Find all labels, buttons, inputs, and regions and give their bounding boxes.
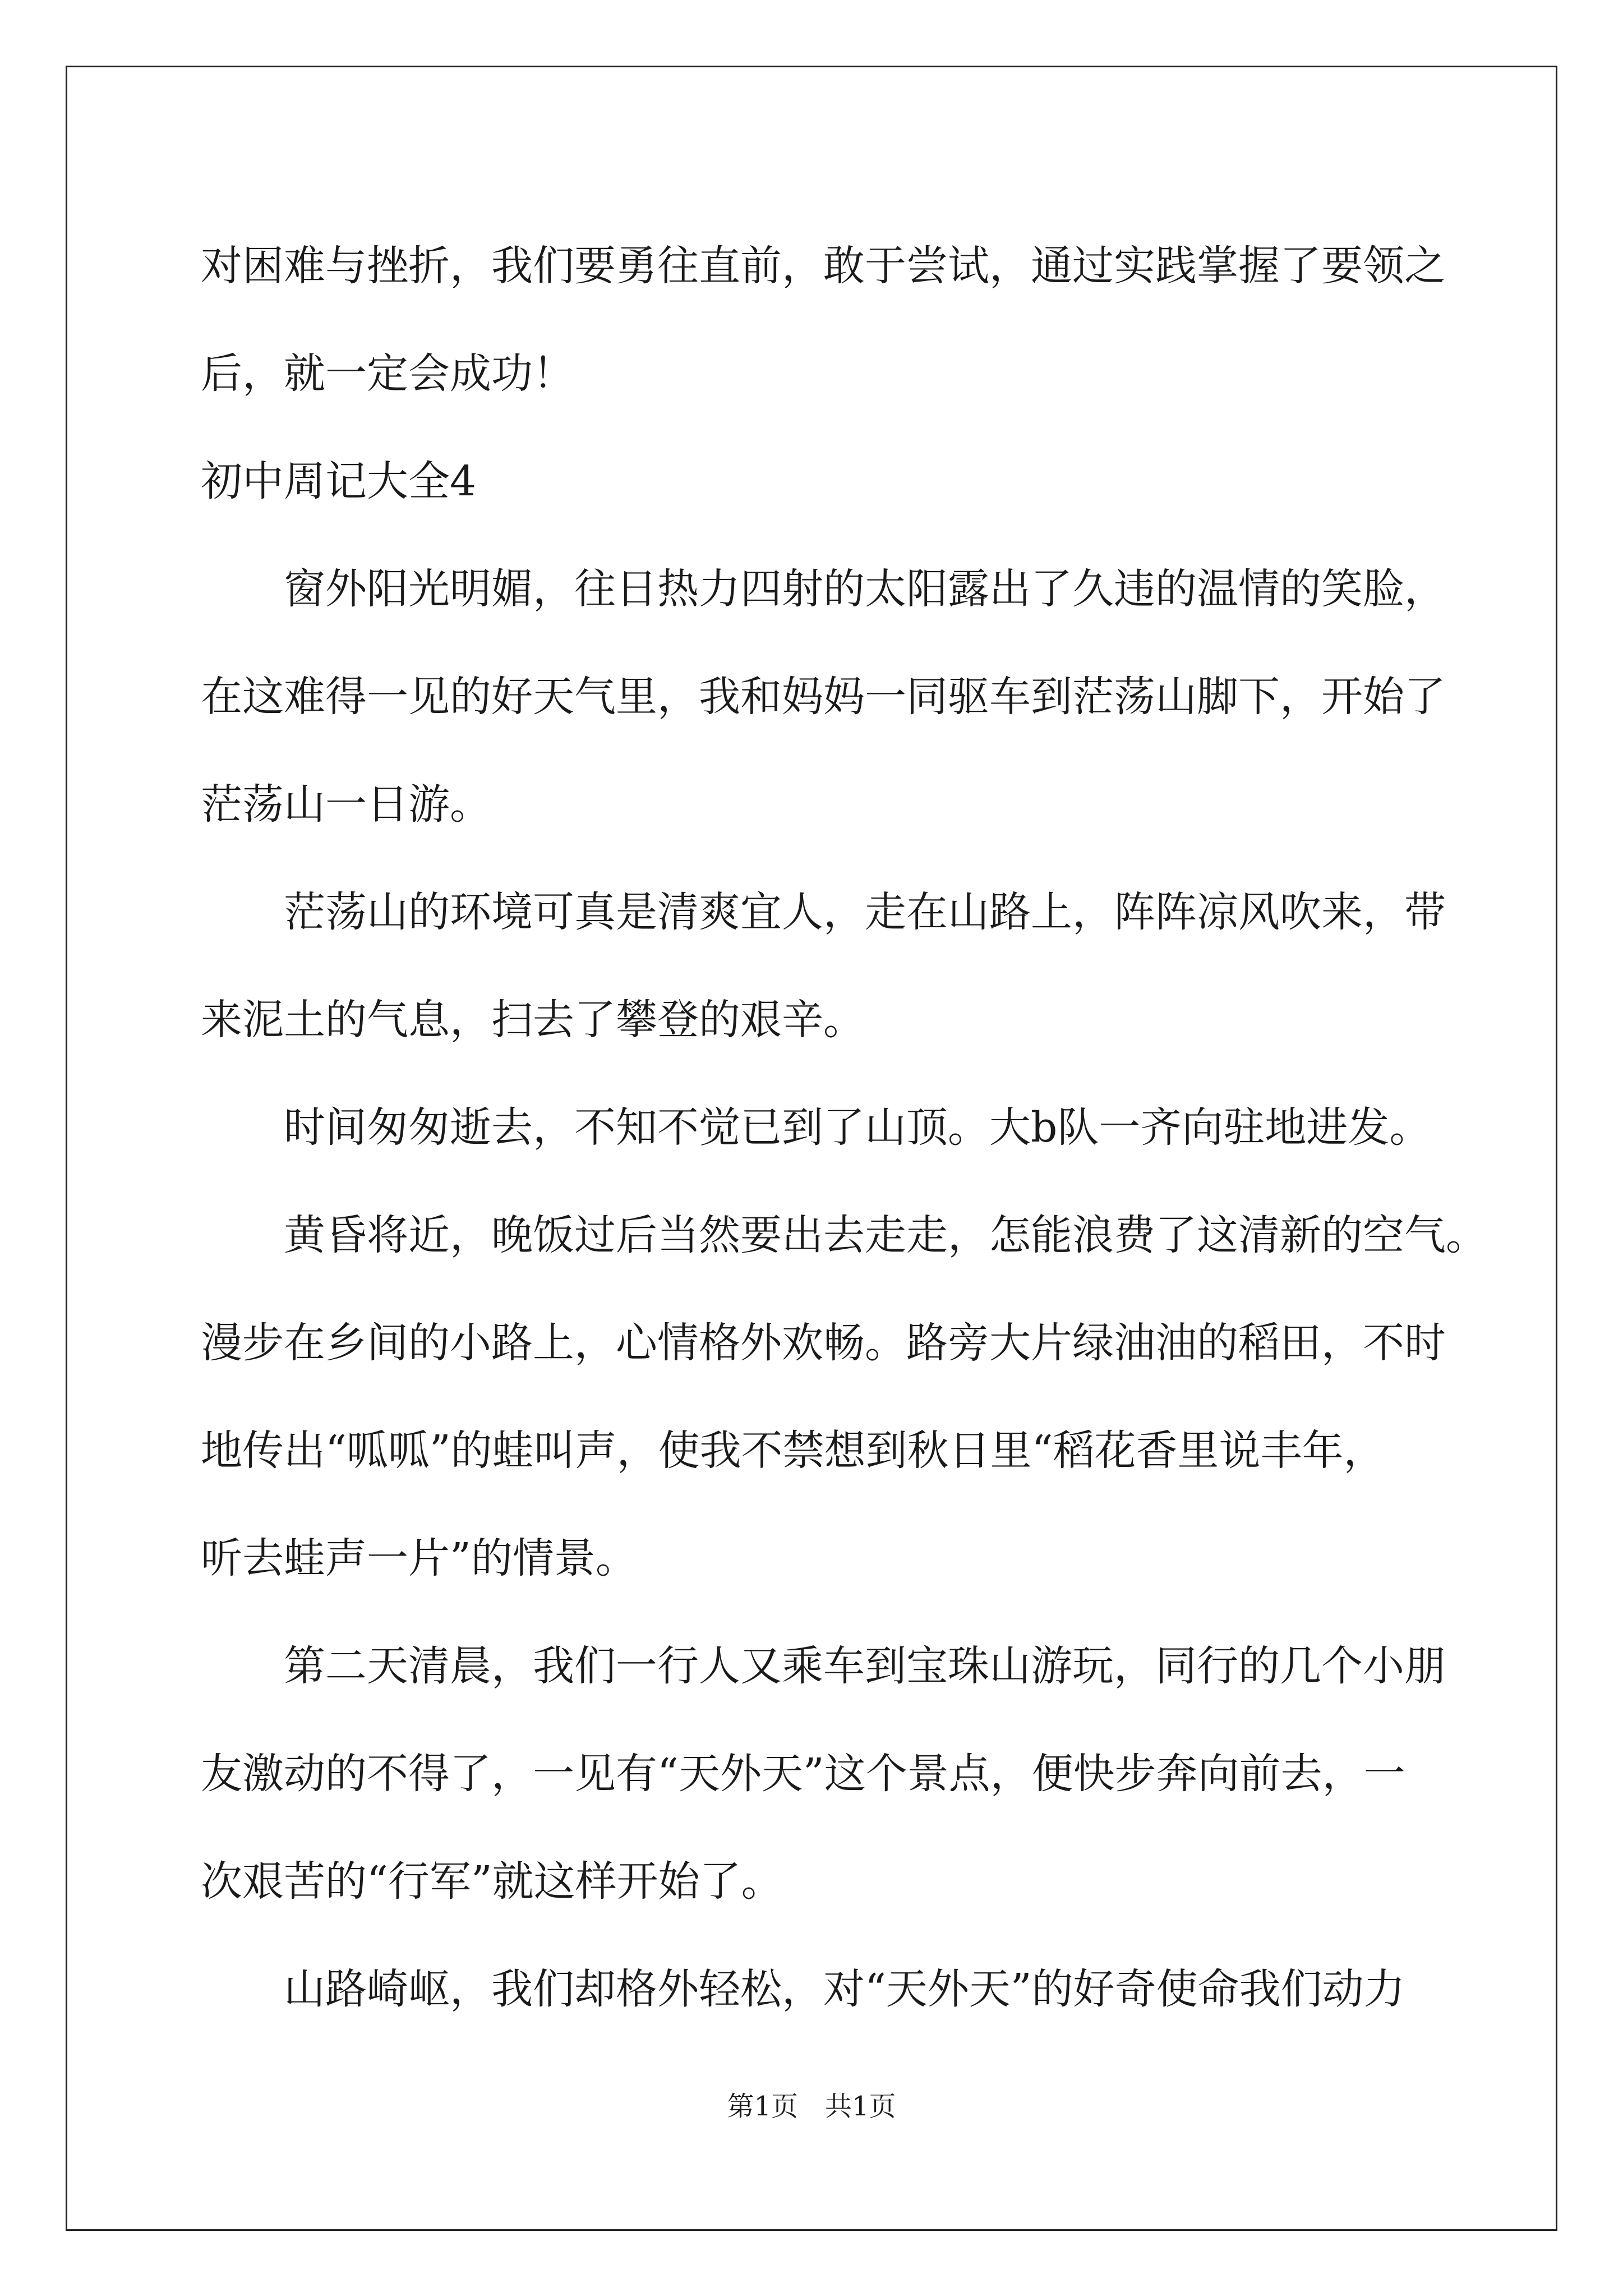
page-number: 第1页 xyxy=(727,2091,798,2122)
text-line: 后，就一定会成功！ xyxy=(201,349,574,398)
page-footer xyxy=(0,2090,1623,2123)
text-line: 山路崎岖，我们却格外轻松，对“天外天”的好奇使命我们动力 xyxy=(284,1965,1405,2013)
text-line: 对困难与挫折，我们要勇往直前，敢于尝试，通过实践掌握了要领之 xyxy=(201,242,1446,290)
page-total: 共1页 xyxy=(825,2091,896,2122)
text-line: 时间匆匆逝去，不知不觉已到了山顶。大b队一齐向驻地进发。 xyxy=(284,1103,1431,1152)
text-line: 听去蛙声一片”的情景。 xyxy=(201,1534,637,1582)
text-line: 次艰苦的“行军”就这样开始了。 xyxy=(201,1857,783,1906)
document-body xyxy=(201,212,1487,2043)
text-line: 地传出“呱呱”的蛙叫声，使我不禁想到秋日里“稻花香里说丰年， xyxy=(201,1427,1385,1475)
text-line: 漫步在乡间的小路上，心情格外欢畅。路旁大片绿油油的稻田，不时 xyxy=(201,1319,1446,1367)
text-line: 窗外阳光明媚，往日热力四射的太阳露出了久违的温情的笑脸， xyxy=(284,565,1446,613)
text-line: 茫荡山的环境可真是清爽宜人，走在山路上，阵阵凉风吹来，带 xyxy=(284,888,1446,936)
text-line: 在这难得一见的好天气里，我和妈妈一同驱车到茫荡山脚下，开始了 xyxy=(201,673,1446,721)
text-line: 来泥土的气息，扫去了攀登的艰辛。 xyxy=(201,996,865,1044)
text-line: 友激动的不得了，一见有“天外天”这个景点，便快步奔向前去，一 xyxy=(201,1750,1405,1798)
section-heading: 初中周记大全4 xyxy=(201,457,477,505)
text-line: 茫荡山一日游。 xyxy=(201,780,491,829)
text-line: 第二天清晨，我们一行人又乘车到宝珠山游玩，同行的几个小朋 xyxy=(284,1642,1446,1690)
text-line: 黄昏将近，晚饭过后当然要出去走走，怎能浪费了这清新的空气。 xyxy=(284,1211,1487,1259)
